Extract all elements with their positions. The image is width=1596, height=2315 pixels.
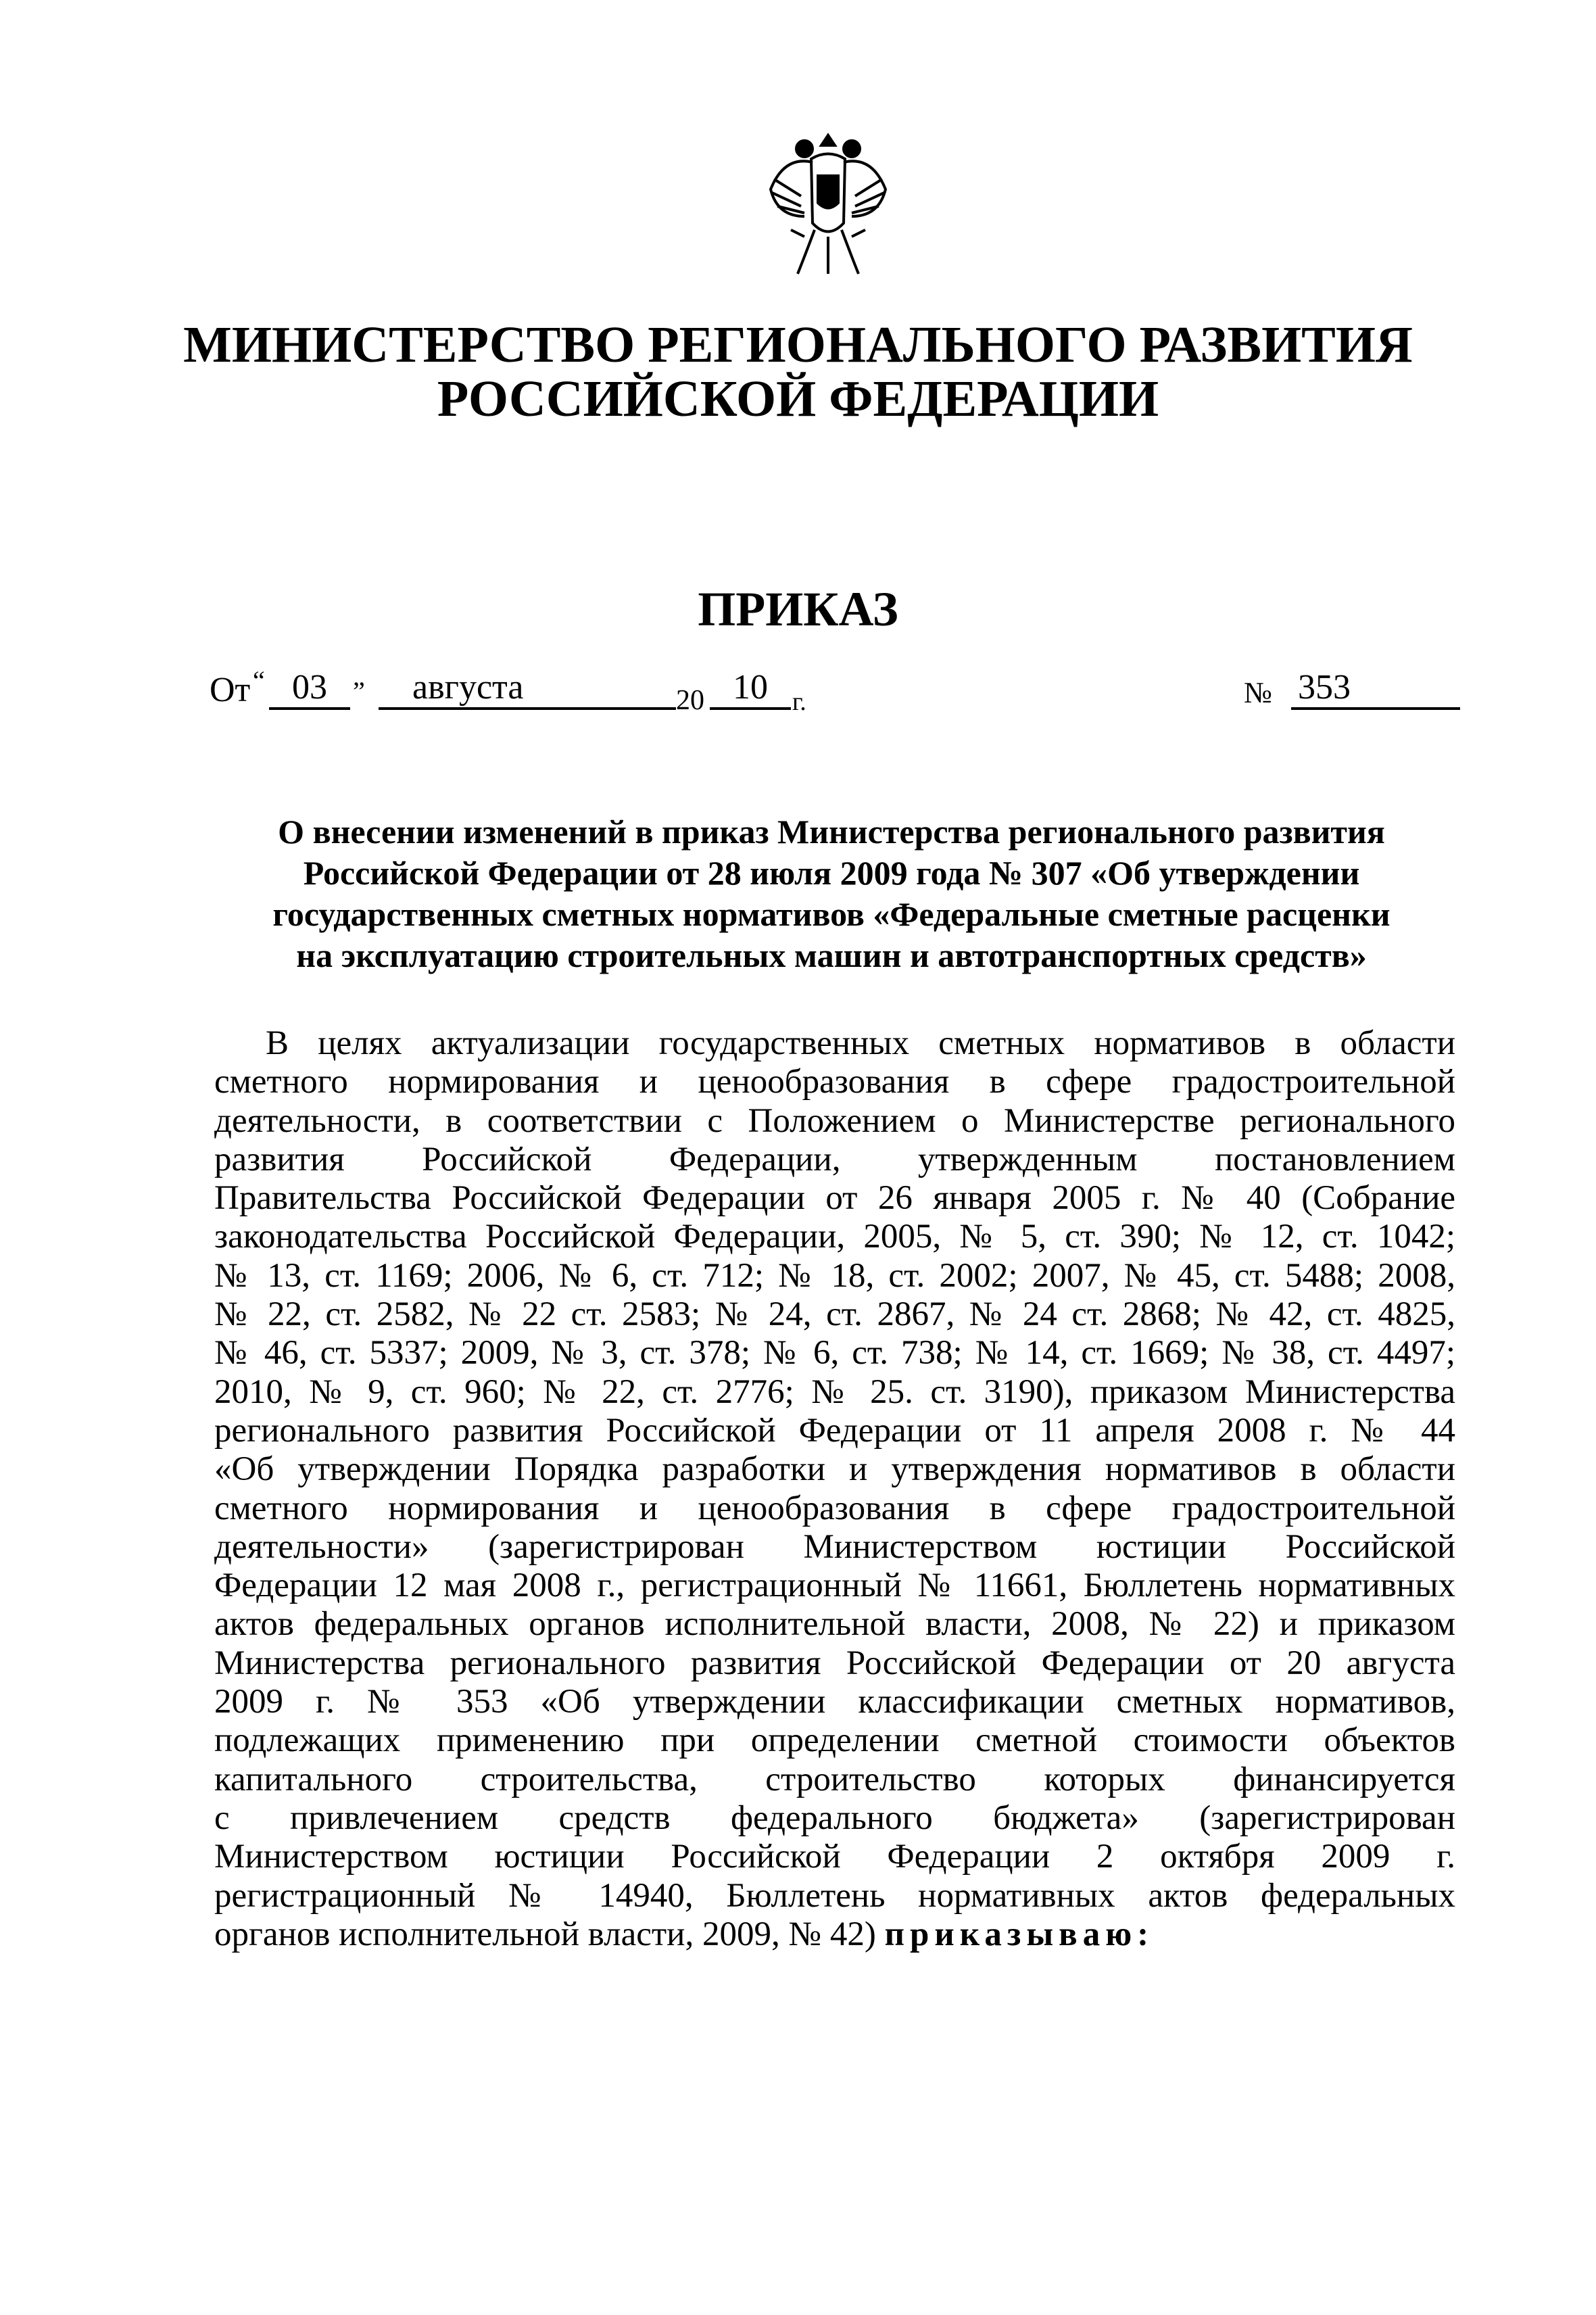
date-number-line xyxy=(210,656,1460,717)
body-line: сметного нормирования и ценообразования в сфере градостроительной xyxy=(214,1063,1455,1101)
body-line: сметного нормирования и ценообразования в сфере градостроительной xyxy=(214,1489,1455,1527)
subject-line: государственных сметных нормативов «Федеральные сметные расценки xyxy=(272,895,1391,933)
double-headed-eagle-icon xyxy=(764,122,892,284)
order-word: приказываю: xyxy=(884,1915,1155,1953)
body-line: Федерации 12 мая 2008 г., регистрационный № 11661, Бюллетень нормативных xyxy=(214,1567,1455,1605)
body-line: капитального строительства, строительство которых финансируется xyxy=(214,1760,1455,1798)
body-line: подлежащих применению при определении сметной стоимости объектов xyxy=(214,1721,1455,1760)
ministry-name xyxy=(0,318,1596,426)
subject-line: Российской Федерации от 28 июля 2009 года № 307 «Об утверждении xyxy=(303,854,1360,892)
body-line-text: органов исполнительной власти, 2009, № 42) xyxy=(214,1915,876,1953)
coat-of-arms-emblem xyxy=(764,122,892,284)
close-quote: ” xyxy=(353,676,365,707)
number-field: 353 xyxy=(1291,667,1460,710)
body-line: законодательства Российской Федерации, 2005, № 5, ст. 390; № 12, ст. 1042; xyxy=(214,1218,1455,1256)
subject-line: О внесении изменений в приказ Министерства регионального развития xyxy=(278,813,1385,851)
body-line: В целях актуализации государственных сметных нормативов в области xyxy=(266,1024,1455,1062)
body-line: Правительства Российской Федерации от 26 января 2005 г. № 40 (Собрание xyxy=(214,1179,1455,1218)
body-line: № 46, ст. 5337; 2009, № 3, ст. 378; № 6, ст. 738; № 14, ст. 1669; № 38, ст. 4497; xyxy=(214,1334,1455,1373)
number-label: № xyxy=(1244,676,1272,709)
ministry-name-line2: РОССИЙСКОЙ ФЕДЕРАЦИИ xyxy=(437,371,1159,427)
body-line: деятельности» (зарегистрирован Министерством юстиции Российской xyxy=(214,1527,1455,1566)
order-subject xyxy=(203,811,1460,976)
document-type: ПРИКАЗ xyxy=(698,582,898,636)
body-last-line xyxy=(214,1915,1455,1954)
body-line: Министерством юстиции Российской Федерации 2 октября 2009 г. xyxy=(214,1838,1455,1876)
body-line: «Об утверждении Порядка разработки и утверждения нормативов в области xyxy=(214,1450,1455,1489)
from-label: От xyxy=(210,671,251,709)
year-label: г. xyxy=(792,688,806,716)
preamble-paragraph xyxy=(214,1024,1455,1954)
subject-line: на эксплуатацию строительных машин и автотранспортных средств» xyxy=(296,936,1367,974)
body-line: Министерства регионального развития Российской Федерации от 20 августа xyxy=(214,1644,1455,1682)
body-line: № 22, ст. 2582, № 22 ст. 2583; № 24, ст. 2867, № 24 ст. 2868; № 42, ст. 4825, xyxy=(214,1295,1455,1334)
body-line: с привлечением средств федерального бюджета» (зарегистрирован xyxy=(214,1798,1455,1837)
body-line: развития Российской Федерации, утвержденным постановлением xyxy=(214,1140,1455,1178)
body-line: регионального развития Российской Федерации от 11 апреля 2008 г. № 44 xyxy=(214,1411,1455,1450)
body-line: 2010, № 9, ст. 960; № 22, ст. 2776; № 25. ст. 3190), приказом Министерства xyxy=(214,1373,1455,1411)
body-line: деятельности, в соответствии с Положением о Министерстве регионального xyxy=(214,1101,1455,1140)
body-line: 2009 г. № 353 «Об утверждении классификации сметных нормативов, xyxy=(214,1683,1455,1721)
month-field: августа xyxy=(379,667,676,710)
open-quote: “ xyxy=(253,665,265,696)
day-field: 03 xyxy=(269,667,350,710)
body-line: № 13, ст. 1169; 2006, № 6, ст. 712; № 18, ст. 2002; 2007, № 45, ст. 5488; 2008, xyxy=(214,1256,1455,1295)
ministry-name-line1: МИНИСТЕРСТВО РЕГИОНАЛЬНОГО РАЗВИТИЯ xyxy=(183,316,1413,373)
body-line: актов федеральных органов исполнительной власти, 2008, № 22) и приказом xyxy=(214,1605,1455,1644)
body-line: регистрационный № 14940, Бюллетень нормативных актов федеральных xyxy=(214,1876,1455,1915)
year-field: 10 xyxy=(710,667,791,710)
year-prefix: 20 xyxy=(676,685,704,716)
